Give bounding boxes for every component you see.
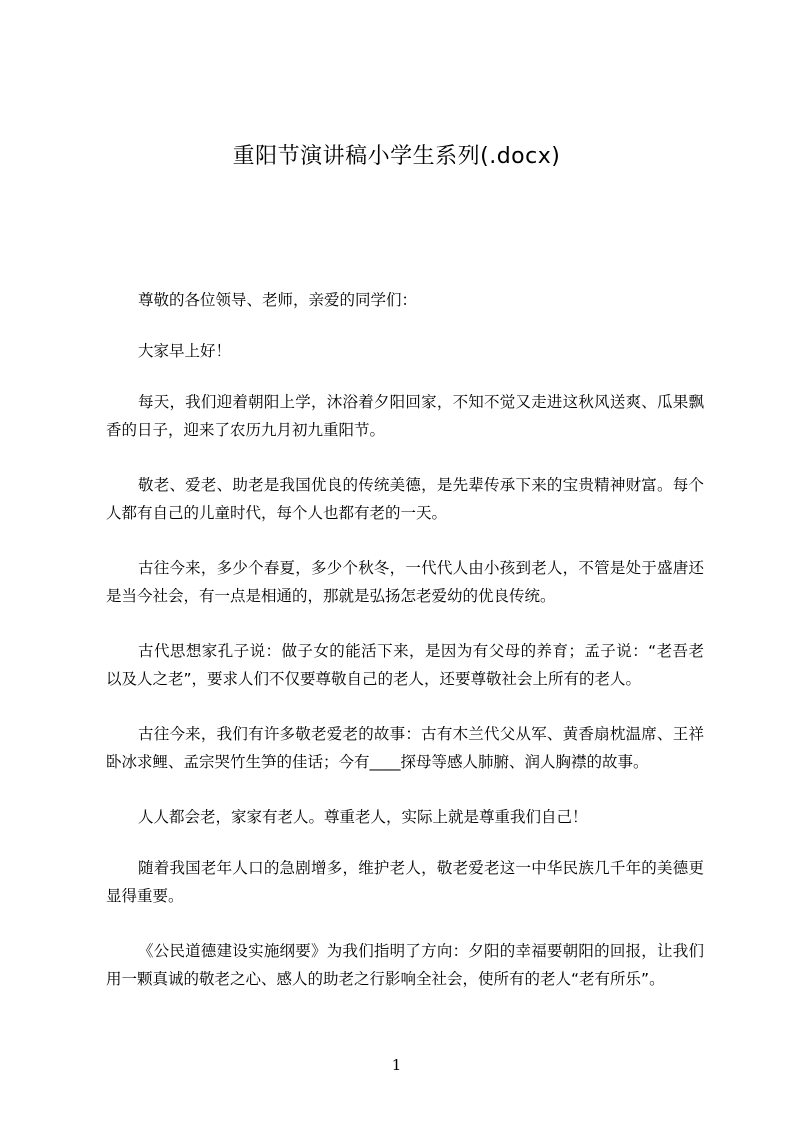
paragraph: 古代思想家孔子说：做子女的能活下来，是因为有父母的养育；孟子说：“老吾老以及人之老”，要求人们不仅要尊敬自己的老人，还要尊敬社会上所有的老人。 bbox=[106, 642, 704, 688]
paragraph: 古往今来，我们有许多敬老爱老的故事：古有木兰代父从军、黄香扇枕温席、王祥卧冰求鲤、孟宗哭竹生笋的佳话；今有____探母等感人肺腑、润人胸襟的故事。 bbox=[106, 725, 704, 771]
paragraph: 敬老、爱老、助老是我国优良的传统美德，是先辈传承下来的宝贵精神财富。每个人都有自己的儿童时代，每个人也都有老的一天。 bbox=[106, 476, 704, 522]
paragraph: 人人都会老，家家有老人。尊重老人，实际上就是尊重我们自己！ bbox=[138, 808, 588, 826]
paragraph-good-morning: 大家早上好！ bbox=[138, 342, 232, 360]
paragraph-greeting: 尊敬的各位领导、老师，亲爱的同学们： bbox=[138, 291, 418, 309]
paragraph: 《公民道德建设实施纲要》为我们指明了方向：夕阳的幸福要朝阳的回报，让我们用一颗真诚的敬老之心、感人的助老之行影响全社会，使所有的老人“老有所乐”。 bbox=[106, 942, 704, 988]
document-title: 重阳节演讲稿小学生系列(.docx) bbox=[232, 144, 561, 169]
document-body bbox=[106, 286, 704, 1020]
paragraph: 古往今来，多少个春夏，多少个秋冬，一代代人由小孩到老人，不管是处于盛唐还是当今社会，有一点是相通的，那就是弘扬怎老爱幼的优良传统。 bbox=[106, 559, 704, 605]
paragraph: 随着我国老年人口的急剧增多，维护老人，敬老爱老这一中华民族几千年的美德更显得重要。 bbox=[106, 859, 704, 905]
paragraph: 每天，我们迎着朝阳上学，沐浴着夕阳回家，不知不觉又走进这秋风送爽、瓜果飘香的日子，迎来了农历九月初九重阳节。 bbox=[106, 393, 704, 439]
page-number: 1 bbox=[391, 1056, 402, 1074]
